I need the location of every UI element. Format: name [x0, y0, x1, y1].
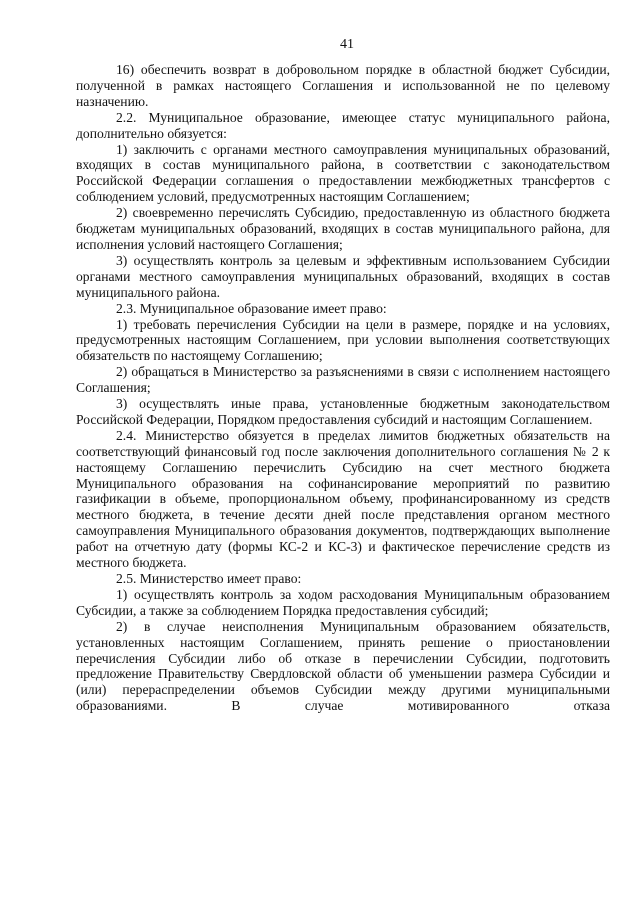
paragraph-2-3-item-2: 2) обращаться в Министерство за разъяснениями в связи с исполнением настоящего Соглашения; [76, 364, 610, 396]
paragraph-section-2-4: 2.4. Министерство обязуется в пределах лимитов бюджетных обязательств на соответствующий финансовый год после заключения дополнительного соглашения № 2 к настоящему Соглашению перечислить Субсидию на счет местного бюджета Муниципального образования на софинансирование мероприятий по развитию газификации в объеме, пропорциональном объему, профинансированному из средств местного бюджета, в течение десяти дней после представления органом местного самоуправления Муниципального образования документов, подтверждающих выполнение работ на отчетную дату (формы КС-2 и КС-3) и фактическое перечисление средств из местного бюджета. [76, 427, 610, 571]
paragraph-section-2-2: 2.2. Муниципальное образование, имеющее статус муниципального района, дополнительно обязуется: [76, 109, 610, 141]
paragraph-section-2-5: 2.5. Министерство имеет право: [116, 571, 302, 586]
paragraph-2-2-item-3: 3) осуществлять контроль за целевым и эффективным использованием Субсидии органами местного самоуправления муниципальных образований, входящих в состав муниципального района. [76, 252, 610, 300]
paragraph-item-16: 16) обеспечить возврат в добровольном порядке в областной бюджет Субсидии, полученной в рамках настоящего Соглашения и использованной не по целевому назначению. [76, 62, 610, 109]
paragraph-section-2-3: 2.3. Муниципальное образование имеет право: [116, 300, 387, 316]
page-number: 41 [340, 37, 354, 52]
paragraph-2-5-item-1: 1) осуществлять контроль за ходом расходования Муниципальным образованием Субсидии, а также за соблюдением Порядка предоставления субсидий; [76, 586, 610, 618]
paragraph-2-5-item-2: 2) в случае неисполнения Муниципальным образованием обязательств, установленных настоящим Соглашением, принять решение о приостановлении перечисления Субсидии либо об отказе в перечислении Субсидии, подготовить предложение Правительству Свердловской области об уменьшении размера Субсидии и (или) перераспределении объемов Субсидии между другими муниципальными образованиями. В случае мотивированного отказа [76, 618, 610, 714]
paragraph-2-3-item-3: 3) осуществлять иные права, установленные бюджетным законодательством Российской Федерации, Порядком предоставления субсидий и настоящим Соглашением. [76, 396, 610, 427]
paragraph-2-2-item-1: 1) заключить с органами местного самоуправления муниципальных образований, входящих в состав муниципального района, в соответствии с законодательством Российской Федерации соглашения о предоставлении межбюджетных трансфертов с соблюдением условий, предусмотренных настоящим Соглашением; [76, 141, 610, 205]
paragraph-2-3-item-1: 1) требовать перечисления Субсидии на цели в размере, порядке и на условиях, предусмотренных настоящим Соглашением, при условии выполнения соответствующих обязательств по настоящему Соглашению; [76, 316, 610, 364]
paragraph-2-2-item-2: 2) своевременно перечислять Субсидию, предоставленную из областного бюджета бюджетам муниципальных образований, входящих в состав муниципального района, для исполнения условий настоящего Соглашения; [76, 205, 610, 252]
